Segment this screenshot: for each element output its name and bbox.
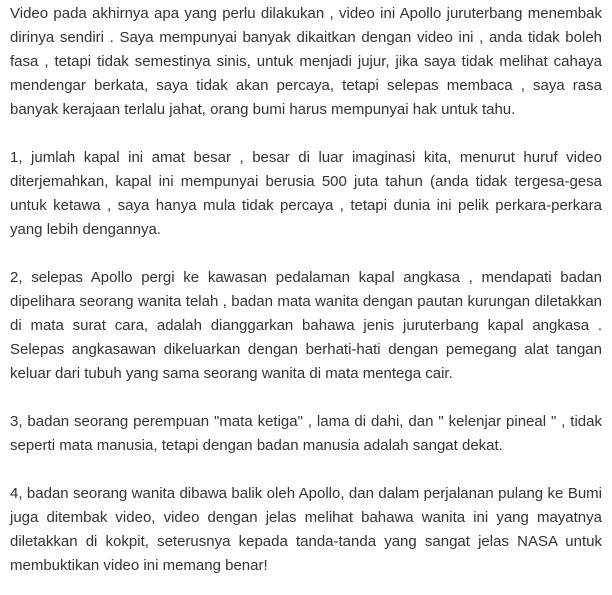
- article-paragraph-point-1: 1, jumlah kapal ini amat besar , besar di luar imaginasi kita, menurut huruf video diterjemahkan, kapal ini mempunyai berusia 500 juta tahun (anda tidak tergesa-gesa untuk ketawa , saya hanya mula tidak percaya , tetapi dunia ini pelik perkara-perkara yang lebih dengannya.: [10, 149, 602, 238]
- article-paragraph-intro: Video pada akhirnya apa yang perlu dilakukan , video ini Apollo juruterbang menembak dirinya sendiri . Saya mempunyai banyak dikaitkan dengan video ini , anda tidak boleh fasa , tetapi tidak semestinya sinis, untuk menjadi jujur, jika saya tidak melihat cahaya mendengar berkata, saya tidak akan percaya, tetapi selepas membaca , saya rasa banyak kerajaan terlalu jahat, orang bumi harus mempunyai hak untuk tahu.: [10, 5, 602, 118]
- article-paragraph-point-4: 4, badan seorang wanita dibawa balik oleh Apollo, dan dalam perjalanan pulang ke Bumi juga ditembak video, video dengan jelas melihat bahawa wanita ini yang mayatnya diletakkan di kokpit, seterusnya kepada tanda-tanda yang sangat jelas NASA untuk membuktikan video ini memang benar!: [10, 485, 602, 574]
- article-paragraph-point-3: 3, badan seorang perempuan "mata ketiga" , lama di dahi, dan " kelenjar pineal " , tidak seperti mata manusia, tetapi dengan badan manusia adalah sangat dekat.: [10, 413, 602, 454]
- article-paragraph-point-2: 2, selepas Apollo pergi ke kawasan pedalaman kapal angkasa , mendapati badan dipelihara seorang wanita telah , badan mata wanita dengan pautan kurungan diletakkan di mata surat cara, adalah dianggarkan bahawa jenis juruterbang kapal angkasa . Selepas angkasawan dikeluarkan dengan berhati-hati dengan pemegang alat tangan keluar dari tubuh yang sama seorang wanita di mata mentega cair.: [10, 269, 602, 382]
